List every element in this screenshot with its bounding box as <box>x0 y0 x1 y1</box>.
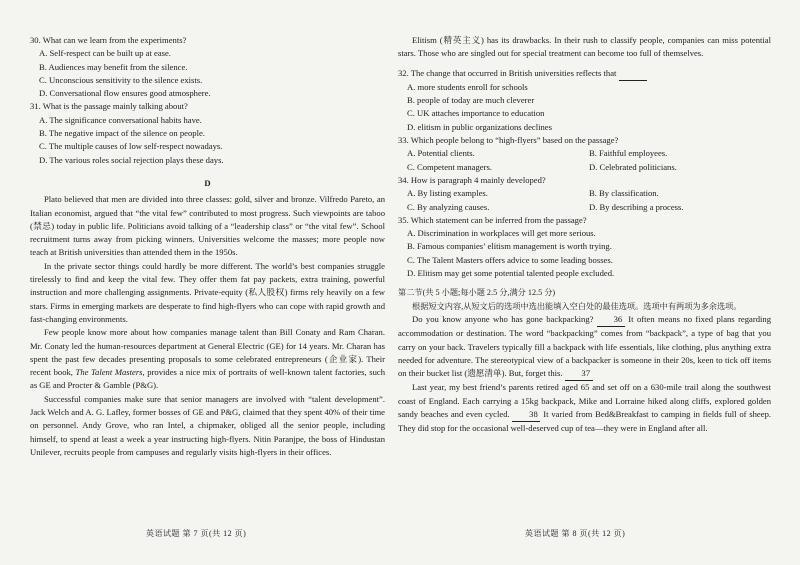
blank-38: 38 <box>512 408 540 422</box>
option-row <box>398 161 771 174</box>
paragraph-text: It varied from Bed&Breakfast to camping in fields full of sheep. They did stop for the occasional well-deserved cup of tea—they were in England after all. <box>398 409 772 434</box>
option-a: A. Potential clients. <box>407 148 475 159</box>
option-c: C. By analyzing causes. <box>407 201 490 212</box>
answer-blank <box>619 67 647 81</box>
option-a: A. Self-respect can be built up at ease. <box>39 48 171 59</box>
question-33 <box>398 134 771 174</box>
passage-paragraph-2: In the private sector things could hardly be more different. The world’s best companies struggle tirelessly to find and keep the vital few. They offer them fat pay packets, extra training, powerful instruction and more challenging assignments. Private-equity (私人股权) firms rely heavily on a few stars. Firms in emerging markets are desperate to find high-flyers who can cope with rapid growth and fast-changing environments. <box>30 260 385 324</box>
option-d: D. The various roles social rejection plays these days. <box>39 154 224 165</box>
option-c: C. The Talent Masters offers advice to some leading bosses. <box>407 254 613 265</box>
question-35 <box>398 214 771 280</box>
stem-text: 32. The change that occurred in British universities reflects that <box>398 67 617 78</box>
passage-paragraph-5: Elitism (精英主义) has its drawbacks. In their rush to classify people, companies can miss potential stars. Those who are singled out for special treatment can become too full of themselves. <box>398 35 771 59</box>
option-d: D. Celebrated politicians. <box>589 161 677 172</box>
question-stem: 30. What can we learn from the experiments? <box>30 35 187 45</box>
option-c: C. The multiple causes of low self-respect nowadays. <box>39 141 223 152</box>
passage-paragraph-3 <box>30 326 385 392</box>
paragraph-text: , provides a nice mix of portraits of well-known talent factories, such as GE and Procter & Gamble (P&G). <box>30 367 385 391</box>
blank-37: 37 <box>565 367 593 381</box>
option-row <box>398 147 771 160</box>
paragraph-text: It often means no fixed plans regarding accommodation or destination. The word “backpacking” comes from “backpack”, a type of bag that you carry on your back. Travelers typically fill a backpack with life essentials, like clothing, plus anything extra needed for adventure. The stereotypical view of a backpacker is someone in their 20s, keen to tick off items on their bucket list (遗愿清单). But, forget this. <box>398 313 771 379</box>
option-row <box>398 187 771 200</box>
passage-paragraph-4: Successful companies make sure that senior managers are involved with “talent development”. Jack Welch and A. G. Lafley, former bosses of GE and P&G, claimed that they spent 40% of their time on personnel. Andy Grove, who ran Intel, a chipmaker, obliged all the senior people, including himself, to spend at least a week a year instructing high-flyers. Nitin Paranjpe, the boss of Hindustan Unilever, recruits people from campuses and regularly visits high-flyers in their offices. <box>30 393 385 457</box>
option-a: A. more students enroll for schools <box>407 81 528 92</box>
option-a: A. By listing examples. <box>407 188 488 199</box>
option-b: B. Faithful employees. <box>589 148 668 159</box>
book-title: The Talent Masters <box>75 367 143 378</box>
right-column <box>398 34 771 436</box>
part-2-instructions: 根据短文内容,从短文后的选项中选出能填入空白处的最佳选项。选项中有两项为多余选项。 <box>412 301 742 311</box>
passage-paragraph-7 <box>398 381 771 435</box>
option-a: A. Discrimination in workplaces will get more serious. <box>407 228 596 239</box>
question-stem: 35. Which statement can be inferred from the passage? <box>398 214 587 225</box>
option-c: C. UK attaches importance to education <box>407 108 545 119</box>
option-d: D. Elitism may get some potential talented people excluded. <box>407 268 615 279</box>
question-32 <box>398 67 771 134</box>
blank-36: 36 <box>597 313 625 327</box>
question-stem: 34. How is paragraph 4 mainly developed? <box>398 174 546 185</box>
page-footer-8: 英语试题 第 8 页(共 12 页) <box>525 529 626 538</box>
paragraph-text: Last year, my best friend’s parents retired aged 65 and set off on a 630-mile trail along the southwest coast of England. Each carrying a 15kg backpack, Mike and Lorraine hiked along cliffs, explored golden sandy beaches and even cycled. <box>398 382 771 420</box>
question-stem: 33. Which people belong to “high-flyers” based on the passage? <box>398 135 619 146</box>
option-b: B. Famous companies’ elitism management is worth trying. <box>407 241 612 252</box>
option-d: D. By describing a process. <box>589 201 684 212</box>
question-stem <box>398 67 771 81</box>
option-b: B. The negative impact of the silence on people. <box>39 128 205 139</box>
question-34 <box>398 174 771 214</box>
question-30 <box>30 34 385 100</box>
paragraph-text: Few people know more about how companies manage talent than Bill Conaty and Ram Charan. Mr. Conaty led the human-resources department at General Electric (GE) for 14 years. Mr. Charan has spent the past few decades presenting proposals to some celebrated entrepreneurs (企业家). Their recent book, <box>30 327 385 378</box>
option-b: B. By classification. <box>589 188 659 199</box>
question-31 <box>30 100 385 166</box>
option-c: C. Unconscious sensitivity to the silence exists. <box>39 74 203 85</box>
page-footer-7: 英语试题 第 7 页(共 12 页) <box>146 529 247 538</box>
passage-paragraph-1: Plato believed that men are divided into three classes: gold, silver and bronze. Vilfredo Pareto, an Italian economist, argued that “the vital few” contributed to most progress. Such viewpoints are taboo (禁忌) today in public life. Politicians avoid talking of a “leadership class” or “the vital few”. School recruitment turns away from picking winners. Universities welcome the masses; more people now teach at British universities than attended them in the 1950s. <box>30 194 385 258</box>
option-c: C. Competent managers. <box>407 161 492 172</box>
option-d: D. elitism in public organizations declines <box>407 121 552 132</box>
paragraph-text: Do you know anyone who has gone backpacking? <box>412 313 594 324</box>
option-a: A. The significance conversational habits have. <box>39 114 202 125</box>
option-d: D. Conversational flow ensures good atmosphere. <box>39 88 211 99</box>
part-2-title: 第二节(共 5 小题;每小题 2.5 分,满分 12.5 分) <box>398 288 556 298</box>
section-title: D <box>204 177 211 188</box>
option-row <box>398 201 771 214</box>
option-b: B. Audiences may benefit from the silence. <box>39 61 188 72</box>
option-b: B. people of today are much cleverer <box>407 95 535 106</box>
question-stem: 31. What is the passage mainly talking about? <box>30 101 188 112</box>
passage-paragraph-6 <box>398 313 771 381</box>
left-column <box>30 34 385 459</box>
